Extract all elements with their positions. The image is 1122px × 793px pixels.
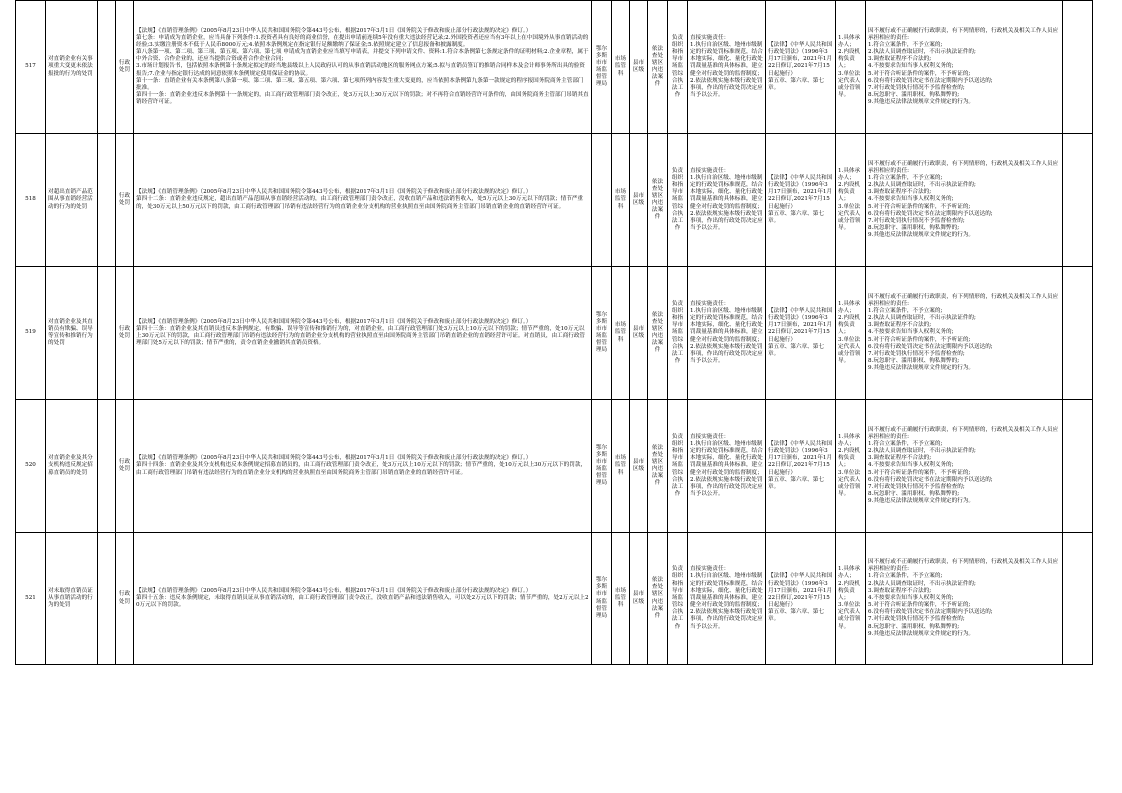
responsible-dept: 市场监管科 xyxy=(612,1,630,134)
accountability-situations-line: 因不履行或不正确履行行政职责，有下列情形的，行政机关及相关工作人员应承担相应的责任: xyxy=(868,559,1059,573)
accountable-subject-line: 2.内设机构负责人； xyxy=(838,448,861,469)
legal-basis-line: 3.市场计划报告书，包括依照本条例第十条规定拟定的经当地县级以上人民政府认可的从事直销活动地区的服务网点方案;5.拟与直销员签订的推销合同样本及会计师事务所出具的验资报告;7.企业与指定银行达成的同意依照本条例规定使用保证金的协议。 xyxy=(136,63,585,77)
accountability-situations-line: 9.其他违反法律法规规章文件规定的行为。 xyxy=(868,99,975,106)
accountability-situations xyxy=(866,267,1063,400)
accountability-situations-line: 1.符合立案条件，不予立案的; xyxy=(868,573,943,580)
exercise-level: 县市区级 xyxy=(630,533,648,665)
legal-basis-line: 第四十四条：直销企业及其分支机构违反本条例规定招募直销员的，由工商行政管理部门责令改正，处3万元以上10万元以下的罚款；情节严重的，处10万元以上30万元以下的罚款，由工商行政管理部门吊销有违法经营行为的直销企业分支机构的营业执照直至由国务院商务主管部门吊销直销企业的直销经营许可证。 xyxy=(136,462,587,476)
accountable-subject xyxy=(836,134,866,267)
local-responsibility-line: 直接实施责任： xyxy=(690,34,730,41)
accountability-situations-line: 3.调查取证程序不合法的; xyxy=(868,455,932,462)
local-responsibility-line: 1.执行自治区级、地州市级制定的行政处罚标准规范，结合本地实际，细化、量化行政处罚裁量基准的具体标准，建立健全对行政处罚的监督制度； xyxy=(690,41,763,77)
power-type: 行政处罚 xyxy=(116,267,134,400)
accountable-subject-line: 2.内设机构负责人； xyxy=(838,580,861,601)
legal-basis xyxy=(134,400,592,533)
legal-basis-line: 【法规】《直销管理条例》（2005年8月23日中华人民共和国国务院令第443号公布，根据2017年3月1日《国务院关于修改和废止部分行政法规的决定》修订。） xyxy=(136,587,532,594)
superior-responsibility: 负责组织和指导市场监管综合执法工作 xyxy=(668,1,688,134)
accountable-subject-line: 1.具体承办人； xyxy=(838,566,861,580)
accountability-situations-line: 1.符合立案条件，不予立案的; xyxy=(868,307,943,314)
local-responsibility-line: 1.执行自治区级、地州市级制定的行政处罚标准规范，结合本地实际，细化、量化行政处罚裁量基准的具体标准，建立健全对行政处罚的监督制度； xyxy=(690,573,763,609)
local-responsibility-line: 2.依法依规实施本级行政处罚事项，作出的行政处罚决定应当予以公开。 xyxy=(690,343,763,365)
sub-item xyxy=(98,533,116,665)
legal-basis-line: 第四十二条：直销企业违反规定，超出直销产品范围从事直销经营活动的，由工商行政管理部门责令改正，没收直销产品和违法销售收入，处5万元以上30万元以下的罚款；情节严重的，处30万元以上50万元以下的罚款，由工商行政管理部门吊销有违法经营行为的直销企业分支机构的营业执照直至由国务院商务主管部门吊销直销企业的直销经营许可证。 xyxy=(136,196,583,210)
accountability-situations xyxy=(866,1,1063,134)
legal-basis-line: 第八条第一项、第二项、第三项、第五项、第六项、第七项 申请成为直销企业应当填写申请表，并提交下列申请文件、资料:1.符合本条例第七条规定条件的证明材料;2.企业章程，属于中外合资、合作企业的，还应当提供合资或者合作企业合同; xyxy=(136,49,589,63)
row-number: 518 xyxy=(16,134,46,267)
accountability-situations-line: 6.没有将行政处罚决定书在法定期限内予以送达的; xyxy=(868,609,993,616)
implementing-body: 鄂尔多斯市市场监督管理局 xyxy=(592,267,612,400)
accountability-situations-line: 1.符合立案条件，不予立案的; xyxy=(868,41,943,48)
table-row xyxy=(16,400,1093,533)
row-number: 520 xyxy=(16,400,46,533)
power-type: 行政处罚 xyxy=(116,1,134,134)
responsible-dept: 市场监管科 xyxy=(612,400,630,533)
accountability-situations-line: 7.对行政处罚执行情况不予监督检查的; xyxy=(868,483,965,490)
accountability-situations-line: 4.不按要求告知当事人权利义务的; xyxy=(868,594,954,601)
matter-name: 对未取得直销员证从事直销活动的行为的处罚 xyxy=(46,533,98,665)
matter-name: 对直销企业及其直销员有欺骗、误导等宣传和推销行为的处罚 xyxy=(46,267,98,400)
accountability-situations-line: 4.不按要求告知当事人权利义务的; xyxy=(868,63,954,70)
legal-basis-line: 【法规】《直销管理条例》（2005年8月23日中华人民共和国国务院令第443号公布，根据2017年3月1日《国务院关于修改和废止部分行政法规的决定》修订。） xyxy=(136,27,532,34)
accountability-basis-line: 【法律】《中华人民共和国行政处罚法》（1996年3月17日颁布，2021年1月22日修订,2021年7月15日起施行） xyxy=(768,174,833,210)
accountability-situations-line: 3.调查取证程序不合法的; xyxy=(868,322,932,329)
accountability-situations-line: 7.对行政处罚执行情况不予监督检查的; xyxy=(868,616,965,623)
accountable-subject-line: 3.单位法定代表人或分管领导。 xyxy=(838,336,861,365)
accountability-situations-line: 4.不按要求告知当事人权利义务的; xyxy=(868,329,954,336)
power-list-table xyxy=(15,0,1093,665)
local-responsibility-line: 1.执行自治区级、地州市级制定的行政处罚标准规范，结合本地实际，细化、量化行政处罚裁量基准的具体标准，建立健全对行政处罚的监督制度； xyxy=(690,307,763,343)
row-number: 519 xyxy=(16,267,46,400)
accountability-situations-line: 5.对于符合听证条件的案件，不予听证的; xyxy=(868,336,971,343)
accountability-situations xyxy=(866,533,1063,665)
accountability-situations-line: 9.其他违反法律法规规章文件规定的行为。 xyxy=(868,498,975,505)
accountability-situations-line: 因不履行或不正确履行行政职责，有下列情形的，行政机关及相关工作人员应承担相应的责任: xyxy=(868,426,1059,440)
sub-item xyxy=(98,267,116,400)
accountability-basis xyxy=(766,267,836,400)
sub-item xyxy=(98,1,116,134)
accountability-basis xyxy=(766,1,836,134)
row-number: 521 xyxy=(16,533,46,665)
sub-item xyxy=(98,400,116,533)
implementing-body: 鄂尔多斯市市场监督管理局 xyxy=(592,533,612,665)
superior-responsibility: 负责组织和指导市场监管综合执法工作 xyxy=(668,267,688,400)
accountability-situations-line: 5.对于符合听证条件的案件，不予听证的; xyxy=(868,70,971,77)
local-responsibility-line: 2.依法依规实施本级行政处罚事项，作出的行政处罚决定应当予以公开。 xyxy=(690,476,763,498)
accountability-situations-line: 6.没有将行政处罚决定书在法定期限内予以送达的; xyxy=(868,476,993,483)
exercise-scope: 依法查处辖区内违法案件 xyxy=(648,400,668,533)
accountability-situations-line: 4.不按要求告知当事人权利义务的; xyxy=(868,196,954,203)
table-row xyxy=(16,267,1093,400)
accountability-situations-line: 1.符合立案条件，不予立案的; xyxy=(868,174,943,181)
accountable-subject-line: 1.具体承办人； xyxy=(838,433,861,447)
local-responsibility-line: 直接实施责任： xyxy=(690,566,730,573)
legal-basis xyxy=(134,533,592,665)
accountability-situations-line: 9.其他违反法律法规规章文件规定的行为。 xyxy=(868,365,975,372)
accountability-basis-line: 【法律】《中华人民共和国行政处罚法》（1996年3月17日颁布，2021年1月22日修订,2021年7月15日起施行） xyxy=(768,41,833,77)
remarks xyxy=(1063,400,1093,533)
table-row xyxy=(16,1,1093,134)
accountability-basis-line: 第五章、第六章、第七章。 xyxy=(768,609,824,623)
accountability-situations-line: 因不履行或不正确履行行政职责，有下列情形的，行政机关及相关工作人员应承担相应的责任: xyxy=(868,27,1059,41)
accountability-situations-line: 3.调查取证程序不合法的; xyxy=(868,189,932,196)
power-type: 行政处罚 xyxy=(116,400,134,533)
legal-basis-line: 第四十一条：直销企业违反本条例第十一条规定的，由工商行政管理部门责令改正，处3万元以上30万元以下的罚款；对不再符合直销经营许可条件的，由国务院商务主管部门吊销其直销经营许可证。 xyxy=(136,92,589,106)
accountability-situations-line: 8.玩忽职守、滥用职权、徇私舞弊的; xyxy=(868,92,960,99)
accountability-situations-line: 7.对行政处罚执行情况不予监督检查的; xyxy=(868,350,965,357)
accountability-situations-line: 2.执法人员调查取证时，不出示执法证件的; xyxy=(868,448,976,455)
accountable-subject xyxy=(836,533,866,665)
local-responsibility-line: 直接实施责任： xyxy=(690,300,730,307)
power-type: 行政处罚 xyxy=(116,134,134,267)
exercise-level: 县市区级 xyxy=(630,134,648,267)
sub-item xyxy=(98,134,116,267)
superior-responsibility: 负责组织和指导市场监管综合执法工作 xyxy=(668,533,688,665)
exercise-level: 县市区级 xyxy=(630,267,648,400)
accountability-basis-line: 第五章、第六章、第七章。 xyxy=(768,210,824,224)
accountable-subject-line: 3.单位法定代表人或分管领导。 xyxy=(838,469,861,498)
responsible-dept: 市场监管科 xyxy=(612,267,630,400)
exercise-level: 县市区级 xyxy=(630,400,648,533)
accountability-basis-line: 【法律】《中华人民共和国行政处罚法》（1996年3月17日颁布，2021年1月22日修订,2021年7月15日起施行） xyxy=(768,573,833,609)
accountable-subject xyxy=(836,1,866,134)
local-responsibility-line: 直接实施责任： xyxy=(690,167,730,174)
legal-basis-line: 【法规】《直销管理条例》（2005年8月23日中华人民共和国国务院令第443号公布，根据2017年3月1日《国务院关于修改和废止部分行政法规的决定》修订。） xyxy=(136,455,532,462)
accountability-situations-line: 2.执法人员调查取证时，不出示执法证件的; xyxy=(868,182,976,189)
accountability-basis-line: 【法律】《中华人民共和国行政处罚法》（1996年3月17日颁布，2021年1月22日修订,2021年7月15日起施行） xyxy=(768,307,833,343)
local-responsibility-line: 2.依法依规实施本级行政处罚事项，作出的行政处罚决定应当予以公开。 xyxy=(690,210,763,232)
remarks xyxy=(1063,533,1093,665)
legal-basis-line: 第十一条：直销企业有关本条例第八条第一项、第二项、第三项、第五项、第六项、第七项所列内容发生重大变更的，应当依照本条例第九条第一款规定的程序报国务院商务主管部门批准。 xyxy=(136,77,584,91)
local-responsibility-line: 2.依法依规实施本级行政处罚事项，作出的行政处罚决定应当予以公开。 xyxy=(690,609,763,630)
superior-responsibility: 负责组织和指导市场监管综合执法工作 xyxy=(668,400,688,533)
legal-basis xyxy=(134,1,592,134)
local-responsibility-line: 直接实施责任： xyxy=(690,433,730,440)
accountability-situations xyxy=(866,400,1063,533)
legal-basis xyxy=(134,134,592,267)
accountability-basis xyxy=(766,400,836,533)
matter-name: 对直销企业有关事项重大变更未依法报批的行为的处罚 xyxy=(46,1,98,134)
accountability-situations-line: 2.执法人员调查取证时，不出示执法证件的; xyxy=(868,49,976,56)
local-responsibility xyxy=(688,1,766,134)
accountable-subject-line: 2.内设机构负责人； xyxy=(838,49,861,70)
accountable-subject-line: 1.具体承办人； xyxy=(838,167,861,181)
accountable-subject-line: 2.内设机构负责人； xyxy=(838,182,861,203)
accountability-situations-line: 6.没有将行政处罚决定书在法定期限内予以送达的; xyxy=(868,343,993,350)
accountability-situations-line: 7.对行政处罚执行情况不予监督检查的; xyxy=(868,84,965,91)
superior-responsibility: 负责组织和指导市场监管综合执法工作 xyxy=(668,134,688,267)
accountability-situations-line: 3.调查取证程序不合法的; xyxy=(868,56,932,63)
legal-basis-line: 第七条：申请成为直销企业，应当具备下列条件:1.投资者具有良好的商业信誉，在提出申请前连续5年没有重大违法经营记录;2.外国投资者还应当有3年以上在中国境外从事直销活动的经验;3.实缴注册资本不低于人民币8000万元;4.依照本条例规定在指定银行足额缴纳了保证金;5.依照规定建立了信息报备和披露制度。 xyxy=(136,34,589,48)
exercise-level: 县市区级 xyxy=(630,1,648,134)
remarks xyxy=(1063,1,1093,134)
local-responsibility xyxy=(688,533,766,665)
accountability-situations-line: 因不履行或不正确履行行政职责，有下列情形的，行政机关及相关工作人员应承担相应的责任: xyxy=(868,293,1059,307)
responsible-dept: 市场监管科 xyxy=(612,533,630,665)
exercise-scope: 依法查处辖区内违法案件 xyxy=(648,267,668,400)
implementing-body: 鄂尔多斯市市场监督管理局 xyxy=(592,400,612,533)
table-row xyxy=(16,134,1093,267)
accountability-situations-line: 5.对于符合听证条件的案件，不予听证的; xyxy=(868,469,971,476)
accountability-basis xyxy=(766,533,836,665)
table-body xyxy=(16,1,1093,665)
accountable-subject-line: 1.具体承办人； xyxy=(838,34,861,48)
accountability-situations-line: 5.对于符合听证条件的案件，不予听证的; xyxy=(868,602,971,609)
accountable-subject-line: 3.单位法定代表人或分管领导。 xyxy=(838,70,861,99)
accountable-subject-line: 3.单位法定代表人或分管领导。 xyxy=(838,602,861,630)
accountability-situations-line: 7.对行政处罚执行情况不予监督检查的; xyxy=(868,217,965,224)
accountability-basis-line: 第五章、第六章、第七章。 xyxy=(768,343,824,357)
accountability-situations-line: 8.玩忽职守、滥用职权、徇私舞弊的; xyxy=(868,623,960,630)
exercise-scope: 依法查处辖区内违法案件 xyxy=(648,134,668,267)
accountability-basis-line: 第五章、第六章、第七章。 xyxy=(768,77,824,91)
accountability-situations-line: 1.符合立案条件，不予立案的; xyxy=(868,440,943,447)
accountability-situations-line: 8.玩忽职守、滥用职权、徇私舞弊的; xyxy=(868,225,960,232)
accountability-situations-line: 8.玩忽职守、滥用职权、徇私舞弊的; xyxy=(868,491,960,498)
legal-basis-line: 第四十五条：违反本条例规定，未取得直销员证从事直销活动的，由工商行政管理部门责令改正，没收直销产品和违法销售收入，可以处2万元以下的罚款；情节严重的，处2万元以上20万元以下的罚款。 xyxy=(136,594,589,609)
local-responsibility-line: 2.依法依规实施本级行政处罚事项，作出的行政处罚决定应当予以公开。 xyxy=(690,77,763,99)
accountability-basis xyxy=(766,134,836,267)
accountability-situations-line: 6.没有将行政处罚决定书在法定期限内予以送达的; xyxy=(868,210,993,217)
accountability-situations-line: 9.其他违反法律法规规章文件规定的行为。 xyxy=(868,232,975,239)
matter-name: 对直销企业及其分支机构违反规定招募直销员的处罚 xyxy=(46,400,98,533)
local-responsibility-line: 1.执行自治区级、地州市级制定的行政处罚标准规范，结合本地实际，细化、量化行政处罚裁量基准的具体标准，建立健全对行政处罚的监督制度； xyxy=(690,174,763,210)
accountability-basis-line: 第五章、第六章、第七章。 xyxy=(768,476,824,490)
accountability-situations-line: 2.执法人员调查取证时，不出示执法证件的; xyxy=(868,580,976,587)
accountable-subject-line: 3.单位法定代表人或分管领导。 xyxy=(838,203,861,232)
legal-basis xyxy=(134,267,592,400)
accountability-situations-line: 5.对于符合听证条件的案件，不予听证的; xyxy=(868,203,971,210)
accountability-situations-line: 8.玩忽职守、滥用职权、徇私舞弊的; xyxy=(868,358,960,365)
accountability-situations xyxy=(866,134,1063,267)
accountable-subject-line: 1.具体承办人； xyxy=(838,300,861,314)
accountability-situations-line: 3.调查取证程序不合法的; xyxy=(868,587,932,594)
power-type: 行政处罚 xyxy=(116,533,134,665)
accountable-subject xyxy=(836,400,866,533)
local-responsibility xyxy=(688,400,766,533)
row-number: 517 xyxy=(16,1,46,134)
table-row xyxy=(16,533,1093,665)
accountability-situations-line: 9.其他违反法律法规规章文件规定的行为。 xyxy=(868,630,975,637)
accountable-subject xyxy=(836,267,866,400)
implementing-body: 鄂尔多斯市市场监督管理局 xyxy=(592,1,612,134)
accountability-situations-line: 6.没有将行政处罚决定书在法定期限内予以送达的; xyxy=(868,77,993,84)
local-responsibility-line: 1.执行自治区级、地州市级制定的行政处罚标准规范，结合本地实际，细化、量化行政处罚裁量基准的具体标准，建立健全对行政处罚的监督制度； xyxy=(690,440,763,476)
accountability-situations-line: 4.不按要求告知当事人权利义务的; xyxy=(868,462,954,469)
accountability-basis-line: 【法律】《中华人民共和国行政处罚法》（1996年3月17日颁布，2021年1月22日修订,2021年7月15日起施行） xyxy=(768,440,833,476)
exercise-scope: 依法查处辖区内违法案件 xyxy=(648,533,668,665)
exercise-scope: 依法查处辖区内违法案件 xyxy=(648,1,668,134)
legal-basis-line: 【法规】《直销管理条例》（2005年8月23日中华人民共和国国务院令第443号公布，根据2017年3月1日《国务院关于修改和废止部分行政法规的决定》修订。） xyxy=(136,318,532,325)
responsible-dept: 市场监管科 xyxy=(612,134,630,267)
legal-basis-line: 第四十三条：直销企业及其直销员违反本条例规定，有欺骗、误导等宣传和推销行为的，对直销企业，由工商行政管理部门处3万元以上10万元以下的罚款；情节严重的，处10万元以上30万元以下的罚款，由工商行政管理部门吊销有违法经营行为的直销企业分支机构的营业执照直至由国务院商务主管部门吊销直销企业的直销经营许可证。对直销员，由工商行政管理部门处5万元以下的罚款；情节严重的，责令直销企业撤销其直销员资格。 xyxy=(136,325,586,347)
remarks xyxy=(1063,267,1093,400)
legal-basis-line: 【法规】《直销管理条例》（2005年8月23日中华人民共和国国务院令第443号公布，根据2017年3月1日《国务院关于修改和废止部分行政法规的决定》修订。） xyxy=(136,189,532,196)
accountability-situations-line: 2.执法人员调查取证时，不出示执法证件的; xyxy=(868,315,976,322)
local-responsibility xyxy=(688,267,766,400)
matter-name: 对超出直销产品范围从事直销经营活动的行为的处罚 xyxy=(46,134,98,267)
implementing-body xyxy=(592,134,612,267)
accountability-situations-line: 因不履行或不正确履行行政职责，有下列情形的，行政机关及相关工作人员应承担相应的责任: xyxy=(868,160,1059,174)
remarks xyxy=(1063,134,1093,267)
local-responsibility xyxy=(688,134,766,267)
accountable-subject-line: 2.内设机构负责人； xyxy=(838,315,861,336)
